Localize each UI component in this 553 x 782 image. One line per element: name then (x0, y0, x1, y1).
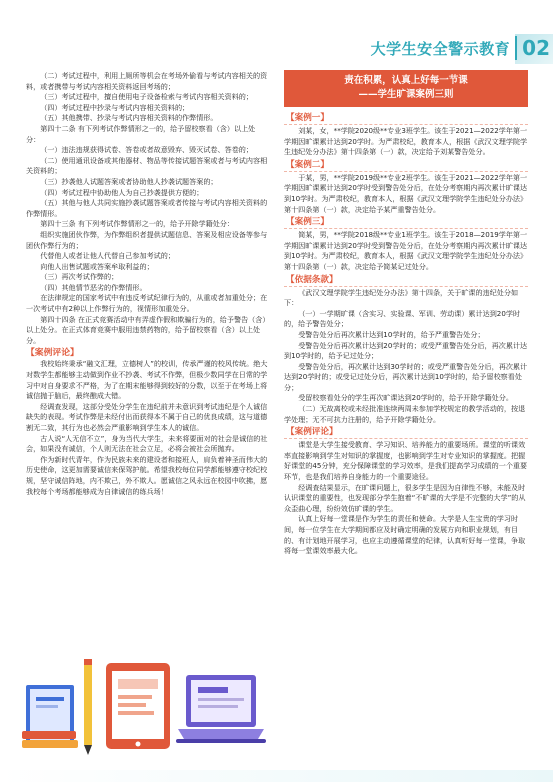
left-comment-paragraph: 作为新时代青年，作为民族未来的建设者和接班人，肩负着神圣而伟大的历史使命，这更加需要诚信来保驾护航。希望我校每位同学都能够遵守校纪校规，坚守诚信阵地，内不欺己，外不欺人。愿诚信之风永远在校园中吹拂，愿我校每个考场都能够成为自律诚信的练兵场！ (26, 454, 268, 496)
regulation-paragraph: （四）考试过程中抄录与考试内容相关资料的； (40, 102, 190, 112)
study-illustration (18, 645, 268, 763)
basis-paragraph: 《武汉文理学院学生违纪处分办法》第十四条，关于旷课的违纪处分如下： (284, 287, 519, 308)
left-regulations (26, 71, 269, 346)
basis-paragraph: （二）无故离校或未经批准连续两周未参加学校规定的教学活动的，按退学处理；无不可抗力注册的，给予开除学籍处分。 (284, 404, 526, 424)
books-icon (22, 685, 78, 748)
left-column (26, 71, 269, 641)
page-title: 大学生安全警示教育 (370, 39, 511, 58)
banner-subtitle: ——学生旷课案例三则 (358, 89, 454, 100)
banner-title: 责在积累，认真上好每一节课 (344, 75, 468, 86)
regulation-paragraph: 第四十三条 有下列考试作弊情形之一的，给予开除学籍处分： (40, 219, 234, 229)
regulation-paragraph: （三）再次考试作弊的； (40, 272, 119, 282)
left-comment-paragraph: 古人说“人无信不立”，身为当代大学生，未来将要面对的社会是诚信的社会，如果没有诚信，个人则无法在社会立足，必将会被社会所抛弃。 (26, 433, 268, 454)
regulation-paragraph: 第四十四条 在正式竞赛活动中有弄虚作假和欺骗行为的，给予警告（含）以上处分。在正式体育竞赛中服用违禁药物的，给予留校察看（含）以上处分。 (26, 314, 266, 345)
regulation-paragraph: 代替他人或者让他人代替自己参加考试的； (40, 251, 175, 261)
page-number: 02 (522, 36, 550, 60)
case1-text: 刘某，女，**学院2020级**专业3班学生。该生于2021—2022学年第一学期因旷课累计达到20学时。为严肃校纪，教育本人，根据《武汉文理学院学生违纪处分办法》第十四条第（一）款，决定给予刘某警告处分。 (284, 126, 528, 157)
left-comment-title: 【案例评论】 (26, 348, 79, 359)
regulation-paragraph: （二）使用通讯设备或其他器材、物品等传接试题答案或者与考试内容相关资料的； (26, 155, 268, 176)
laptop-icon (176, 675, 266, 743)
basis-paragraph: 受留校察看处分的学生再次旷课达到20学时的，给予开除学籍处分。 (298, 393, 513, 403)
basis-body (284, 288, 528, 426)
tablet-icon (106, 663, 170, 749)
right-comment-paragraph: 课堂是大学生接受教育、学习知识、培养能力的重要场所。课堂的听课效率直接影响到学生对知识的掌握度，也影响到学生对专业知识的掌握度。把握好课堂的45分钟，充分保障课堂的学习效率，是我们提高学习成绩的一个重要环节，也是我们培养自身能力的一个重要途径。 (284, 440, 528, 482)
pencil-icon (84, 659, 92, 755)
right-comment-paragraph: 认真上好每一堂课是作为学生的责任和使命。大学是人生宝贵的学习时间，每一位学生在大学期间都应及时确定明确的发展方向和职业规划，有目的、有计划地开展学习，也应主动遵循课堂的纪律，认真听好每一堂课，争取将每一堂课效率最大化。 (284, 514, 526, 556)
case2-title: 【案例二】 (286, 159, 329, 170)
header-separator (515, 36, 517, 60)
basis-paragraph: 受警告处分后再次累计达到20学时的；或受严重警告处分后，再次累计达到10学时的，给予记过处分； (284, 340, 528, 361)
regulation-paragraph: （三）抄袭他人试题答案或者协助他人抄袭试题答案的； (40, 176, 218, 186)
regulation-paragraph: （三）考试过程中，擅自使用电子设备检索与考试内容相关资料的； (40, 92, 253, 102)
regulation-paragraph: （二）考试过程中，利用上厕所等机会在考场外偷看与考试内容相关的资料，或者携带与考试内容相关资料返回考场的； (26, 71, 268, 91)
left-comment-paragraph: 经调查发现，这部分受处分学生在违纪前并未意识到考试违纪是个人诚信缺失的表现。考试作弊是未经付出而获得本不属于自己的优良成绩，这与道德割无二致，其行为也必然会严重影响到学生本人的诚信。 (26, 401, 268, 432)
page-header (250, 35, 550, 61)
left-comment-body (26, 359, 269, 497)
basis-paragraph: （一）一学期旷课（含实习、实验课、军训、劳动课）累计达到20学时的，给予警告处分； (284, 308, 521, 329)
bottom-decoration (0, 770, 553, 782)
right-comment-paragraph: 经调查结果显示，在旷课问题上，很多学生是因为自律性不够，未能及时认识课堂的重要性，也发现部分学生抱着“不旷课的大学是不完整的大学”的从众歪曲心理，纷纷效仿旷课的学生。 (284, 482, 526, 513)
regulation-paragraph: （五）其他与他人共同实施抄袭试题答案或者传接与考试内容相关资料的作弊情形。 (26, 198, 268, 218)
article-banner (284, 70, 528, 107)
left-comment-paragraph: 我校始终秉承“融文汇理，立德树人”的校训，传承严谨的校风传统。绝大对数学生都能够主动做到作业不抄袭、考试不作弊，但极少数同学在日常的学习中对自身要求不严格，为了在期末能够得到较好的分数，以至于在考场上将诚信抛于脑后，最终酿成大错。 (26, 359, 268, 401)
case1-title: 【案例一】 (286, 113, 329, 123)
regulation-paragraph: （五）其他携带、抄录与考试内容相关资料的作弊情形。 (40, 113, 218, 123)
case3-text: 简某，男，**学院2018级**专业1班学生。该生于2018—2019学年第一学期因旷课累计达到20学时受到警告处分后，在处分考察期内再次累计旷课达到10学时。为严肃校纪，教育本人，根据《武汉文理学院学生违纪处分办法》第十四条第（一）款，决定给予简某记过处分。 (284, 230, 528, 271)
basis-paragraph: 受警告处分后，再次累计达到30学时的；或受严重警告处分后，再次累计达到20学时的；或受记过处分后，再次累计达到10学时的，给予留校察看处分； (284, 361, 528, 392)
case3-title: 【案例三】 (286, 217, 329, 228)
regulation-paragraph: 第四十二条 有下列考试作弊情形之一的，给予留校察看（含）以上处分： (26, 123, 256, 144)
right-comment-title: 【案例评论】 (286, 427, 338, 438)
right-column (284, 70, 528, 770)
regulation-paragraph: （一）违法违规获得试卷、答卷或者故意毁弃、毁灭试卷、答卷的； (40, 145, 253, 155)
regulation-paragraph: （四）考试过程中协助他人为自己抄袭提供方便的； (40, 187, 204, 197)
case2-text: 于某，男，**学院2019级**专业2班学生。该生于2021—2022学年第一学期因旷课累计达到20学时受到警告处分后，在处分考察期内再次累计旷课达到10学时。为严肃校纪，教育本人，根据《武汉文理学院学生违纪处分办法》第十四条第（一）款，决定给予某严重警告处分。 (284, 172, 528, 214)
basis-paragraph: 受警告处分后再次累计达到10学时的，给予严重警告处分； (298, 329, 485, 339)
right-comment-body (284, 440, 528, 557)
basis-title: 【依据条款】 (286, 274, 338, 285)
regulation-paragraph: （四）其他情节恶劣的作弊情形。 (40, 282, 147, 292)
regulation-paragraph: 在法律规定的国家考试中有违反考试纪律行为的，从重或者加重处分；在一次考试中有2种以上作弊行为的，视情形加重处分。 (26, 293, 268, 314)
regulation-paragraph: 向他人出售试题或答案牟取利益的； (40, 261, 154, 271)
regulation-paragraph: 组织实施团伙作弊，为作弊组织者提供试题信息、答案及相应设备等参与团伙作弊行为的； (26, 229, 268, 250)
